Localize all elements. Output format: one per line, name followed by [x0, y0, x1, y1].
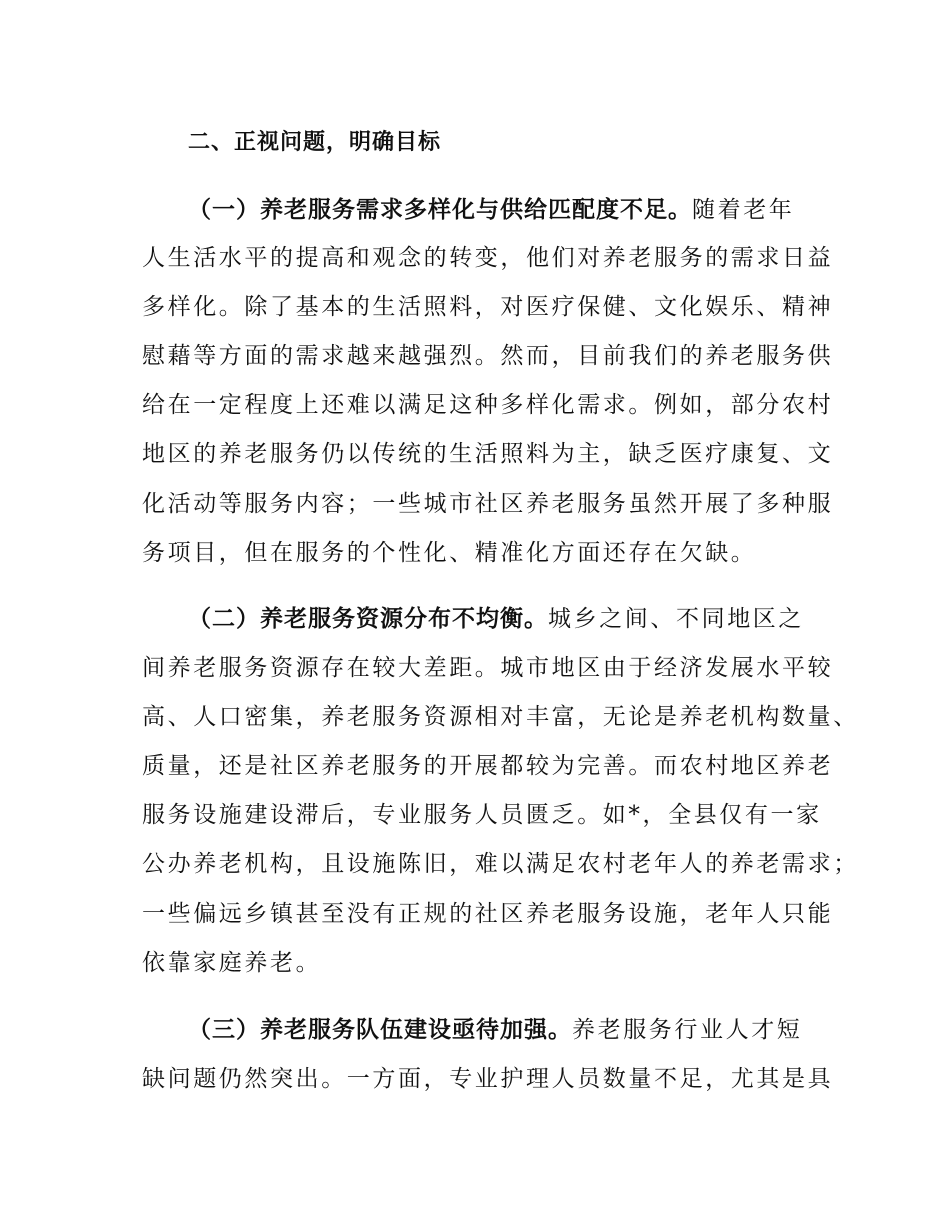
paragraph-1-line: 给在一定程度上还难以满足这种多样化需求。例如，部分农村 [142, 392, 834, 418]
paragraph-1-line: 务项目，但在服务的个性化、精准化方面还存在欠缺。 [142, 540, 757, 566]
paragraph-3-text: 养老服务行业人才短 [572, 1017, 803, 1043]
paragraph-2-first-line [188, 603, 804, 635]
paragraph-1-line: 化活动等服务内容；一些城市社区养老服务虽然开展了多种服 [142, 491, 834, 517]
paragraph-1-line: 慰藉等方面的需求越来越强烈。然而，目前我们的养老服务供 [142, 343, 834, 369]
paragraph-1-lead: （一）养老服务需求多样化与供给匹配度不足。 [188, 197, 692, 223]
paragraph-1-line: 多样化。除了基本的生活照料，对医疗保健、文化娱乐、精神 [142, 294, 834, 320]
paragraph-2-line: 公办养老机构，且设施陈旧，难以满足农村老年人的养老需求； [142, 851, 859, 877]
paragraph-2-lead: （二）养老服务资源分布不均衡。 [188, 606, 548, 632]
paragraph-1-line: 人生活水平的提高和观念的转变，他们对养老服务的需求日益 [142, 245, 834, 271]
paragraph-2-line: 一些偏远乡镇甚至没有正规的社区养老服务设施，老年人只能 [142, 901, 834, 927]
paragraph-2-line: 间养老服务资源存在较大差距。城市地区由于经济发展水平较 [142, 655, 834, 681]
paragraph-3-line: 缺问题仍然突出。一方面，专业护理人员数量不足，尤其是具 [142, 1066, 834, 1092]
paragraph-2-line: 质量，还是社区养老服务的开展都较为完善。而农村地区养老 [142, 753, 834, 779]
section-title: 二、正视问题，明确目标 [188, 130, 442, 155]
paragraph-2-line: 依靠家庭养老。 [142, 950, 322, 976]
paragraph-2-line: 服务设施建设滞后，专业服务人员匮乏。如*，全县仅有一家 [142, 802, 822, 828]
paragraph-3-first-line [188, 1014, 802, 1046]
paragraph-1-first-line [188, 194, 794, 226]
paragraph-1-text: 随着老年 [692, 197, 795, 223]
paragraph-2-text: 城乡之间、不同地区之 [548, 606, 804, 632]
paragraph-1-line: 地区的养老服务仍以传统的生活照料为主，缺乏医疗康复、文 [142, 441, 834, 467]
paragraph-2-line: 高、人口密集，养老服务资源相对丰富，无论是养老机构数量、 [142, 704, 859, 730]
paragraph-3-lead: （三）养老服务队伍建设亟待加强。 [188, 1017, 572, 1043]
